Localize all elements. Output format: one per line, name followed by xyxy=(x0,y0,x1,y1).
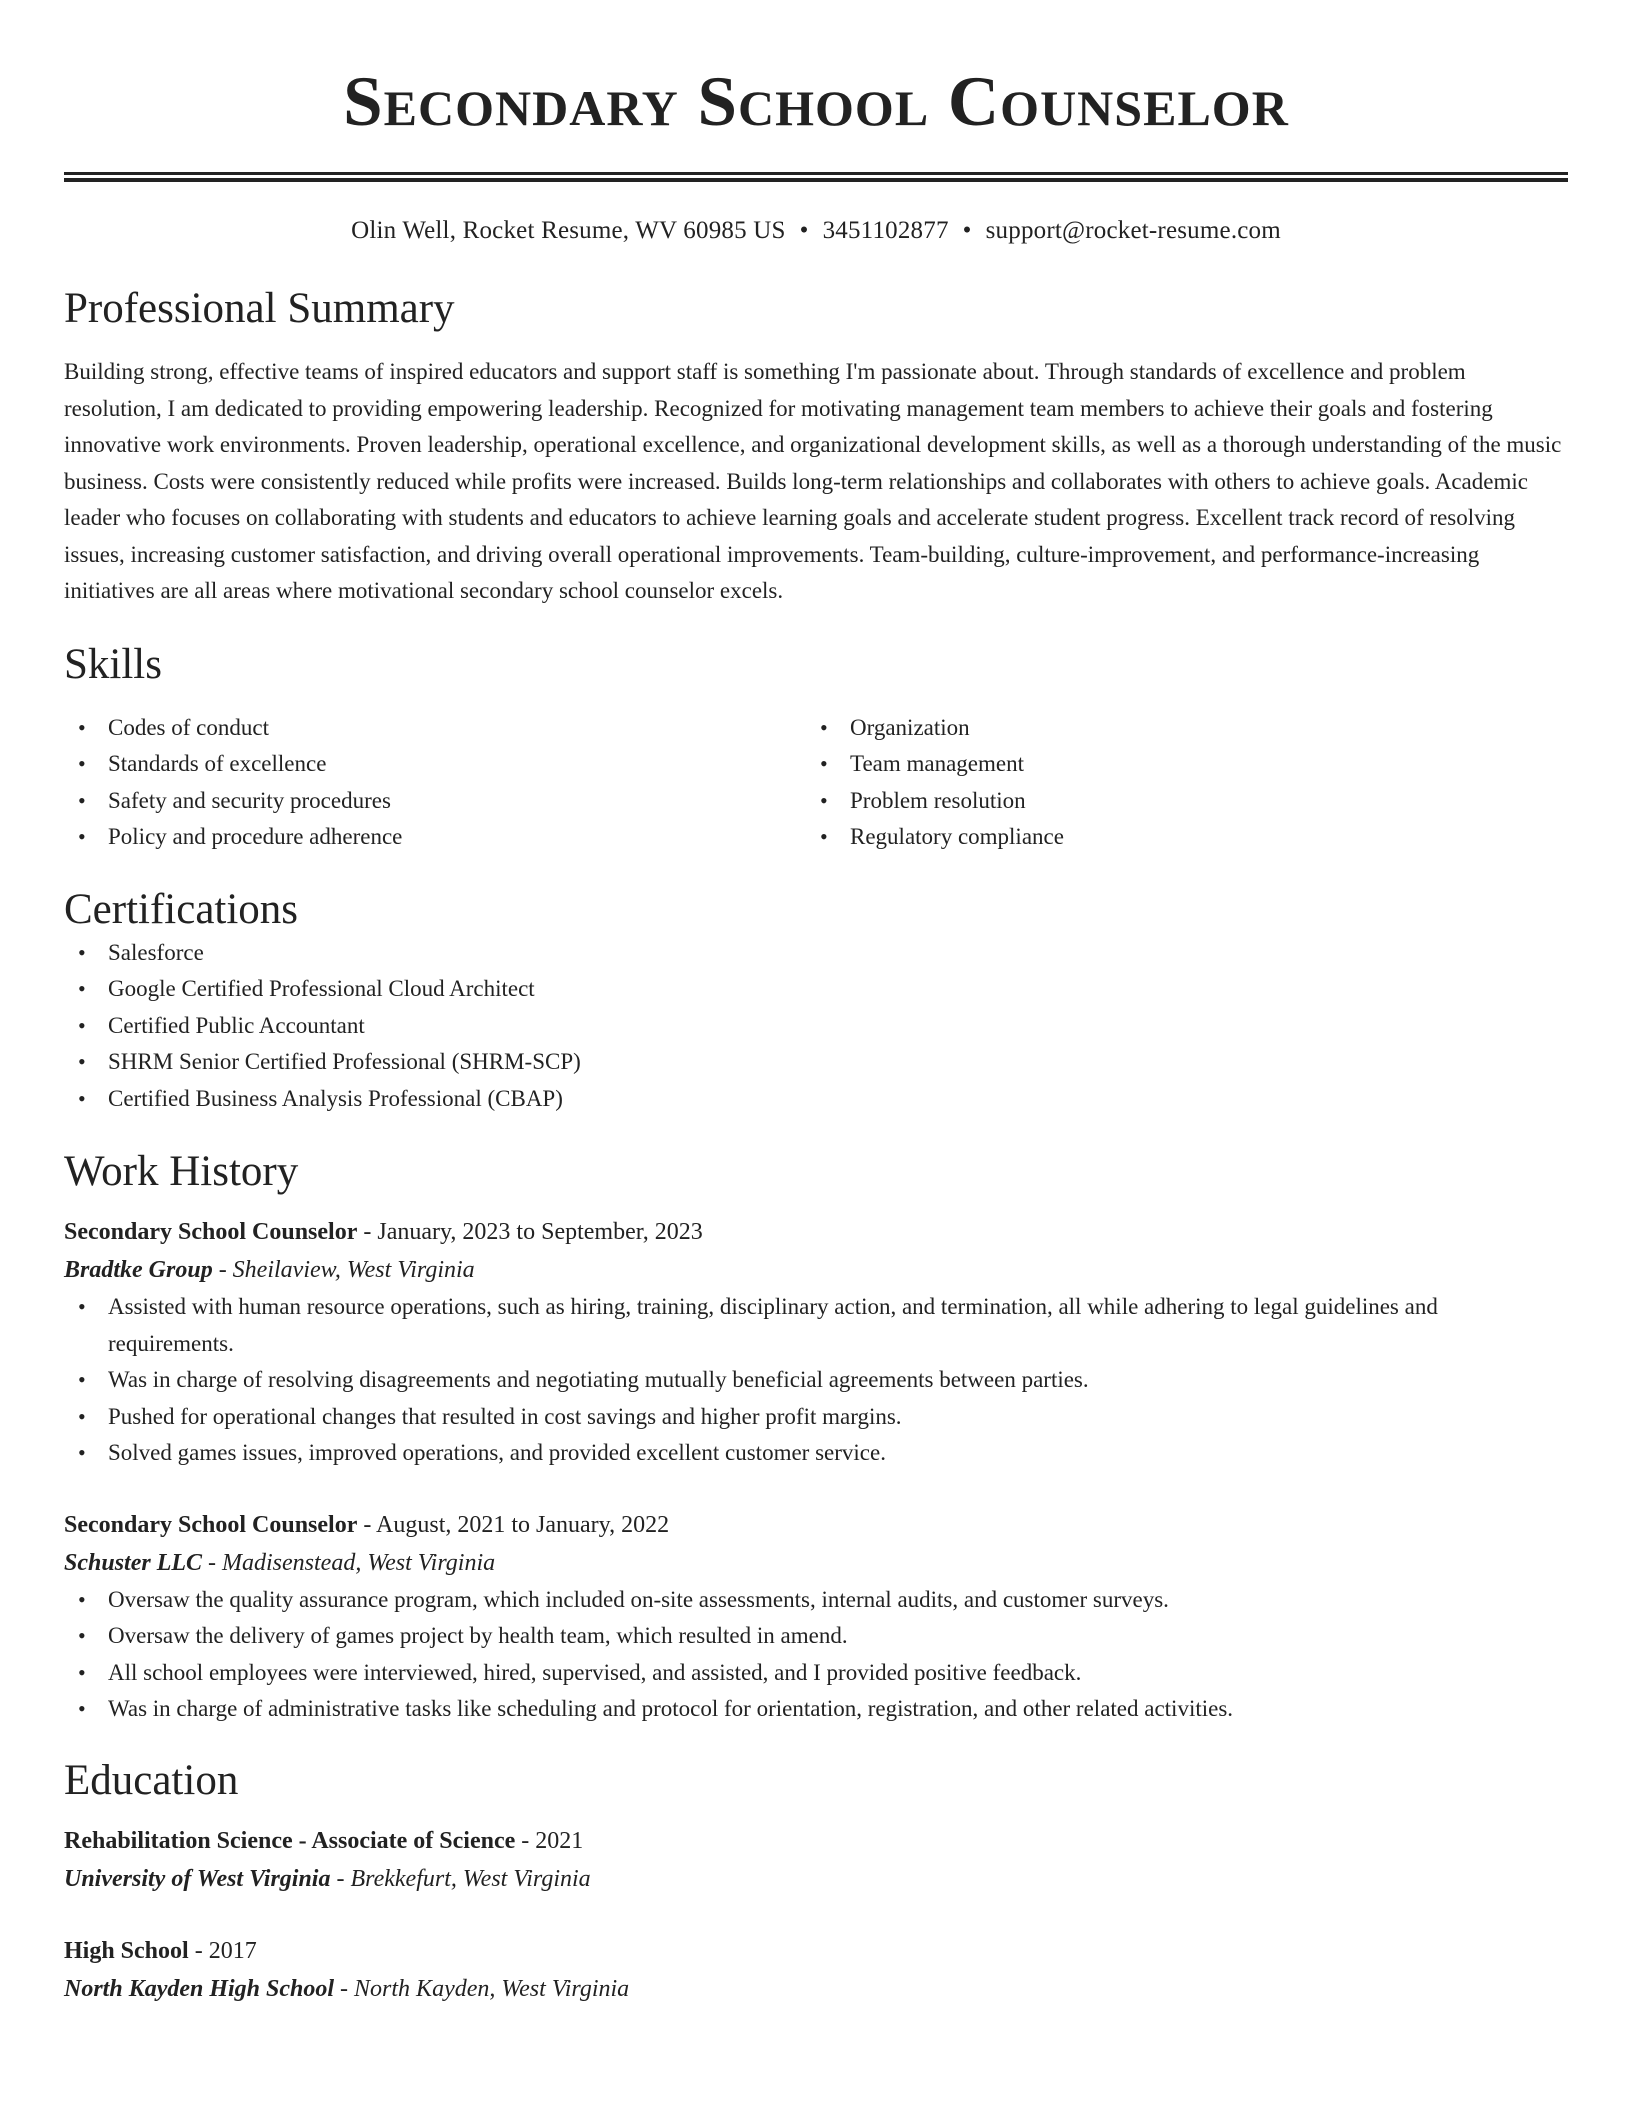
education-entry xyxy=(64,1932,1568,2008)
job-dates: - January, 2023 to September, 2023 xyxy=(357,1219,703,1245)
job-duty-item: • Oversaw the delivery of games project by health team, which resulted in amend. xyxy=(64,1618,1568,1655)
job-dates: - August, 2021 to January, 2022 xyxy=(357,1511,670,1538)
education-year: - 2017 xyxy=(188,1937,257,1964)
education-institution xyxy=(64,1860,1568,1898)
skill-item: • Standards of excellence xyxy=(64,746,806,783)
contact-separator: • xyxy=(799,217,809,244)
skill-item: • Safety and security procedures xyxy=(64,783,806,820)
contact-separator: • xyxy=(962,217,972,244)
skills-list-left xyxy=(64,710,806,856)
job-company: Schuster LLC xyxy=(64,1549,203,1576)
education-entry xyxy=(64,1822,1568,1898)
certification-item: • Google Certified Professional Cloud Architect xyxy=(64,971,1568,1008)
education-header xyxy=(64,1822,1568,1860)
job-header xyxy=(64,1506,1568,1544)
job-entry xyxy=(64,1213,1568,1472)
education-institution xyxy=(64,1970,1568,2008)
work-history-heading: Work History xyxy=(64,1148,299,1195)
education-header xyxy=(64,1932,1568,1970)
job-duty-item: • All school employees were interviewed, hired, supervised, and assisted, and I provided positive feedback. xyxy=(64,1655,1568,1692)
certifications-list xyxy=(64,935,1568,1118)
education-heading: Education xyxy=(64,1756,239,1804)
job-duty-item: • Assisted with human resource operations, such as hiring, training, disciplinary action, and termination, all while adhering to legal guidelines and requirements. xyxy=(64,1289,1568,1362)
job-entry xyxy=(64,1506,1568,1728)
title-divider xyxy=(64,172,1568,182)
job-duties-list xyxy=(64,1289,1568,1472)
skills-columns xyxy=(64,710,1568,856)
contact-address: Olin Well, Rocket Resume, WV 60985 US xyxy=(351,217,786,244)
job-title: Secondary School Counselor xyxy=(64,1219,358,1245)
contact-email: support@rocket-resume.com xyxy=(985,217,1281,244)
education-school: University of West Virginia xyxy=(64,1865,331,1892)
job-duty-item: • Was in charge of resolving disagreements and negotiating mutually beneficial agreements between parties. xyxy=(64,1362,1568,1399)
contact-phone: 3451102877 xyxy=(822,217,949,244)
job-company: Bradtke Group xyxy=(64,1257,213,1283)
certification-item: • Certified Business Analysis Professional (CBAP) xyxy=(64,1081,1568,1118)
certifications-heading: Certifications xyxy=(64,885,299,933)
summary-heading: Professional Summary xyxy=(64,285,455,332)
education-degree: Rehabilitation Science - Associate of Science xyxy=(64,1827,516,1854)
job-duty-item: • Was in charge of administrative tasks like scheduling and protocol for orientation, registration, and other related activities. xyxy=(64,1691,1568,1728)
education-location: - North Kayden, West Virginia xyxy=(334,1975,630,2002)
job-employer xyxy=(64,1251,1568,1289)
skill-item: • Regulatory compliance xyxy=(806,819,1548,856)
skill-item: • Organization xyxy=(806,710,1548,747)
skill-item: • Problem resolution xyxy=(806,783,1548,820)
education-degree: High School xyxy=(64,1937,189,1964)
job-title: Secondary School Counselor xyxy=(64,1511,358,1538)
summary-text: Building strong, effective teams of inspired educators and support staff is something I'm passionate about. Through standards of excellence and problem resolution, I am dedicated to providing empowering leadership. Recognized for motivating management team members to achieve their goals and fostering innovative work environments. Proven leadership, operational excellence, and organizational development skills, as well as a thorough understanding of the music business. Costs were consistently reduced while profits were increased. Builds long-term relationships and collaborates with others to achieve goals. Academic leader who focuses on collaborating with students and educators to achieve learning goals and accelerate student progress. Excellent track record of resolving issues, increasing customer satisfaction, and driving overall operational improvements. Team-building, culture-improvement, and performance-increasing initiatives are all areas where motivational secondary school counselor excels. xyxy=(64,359,1562,603)
education-year: - 2021 xyxy=(515,1827,584,1854)
education-school: North Kayden High School xyxy=(64,1975,335,2002)
skill-item: • Codes of conduct xyxy=(64,710,806,747)
job-duty-item: • Solved games issues, improved operations, and provided excellent customer service. xyxy=(64,1435,1568,1472)
job-header xyxy=(64,1213,1568,1251)
skill-item: • Team management xyxy=(806,746,1548,783)
certification-item: • Salesforce xyxy=(64,935,1568,972)
job-duties-list xyxy=(64,1582,1568,1728)
skills-list-right xyxy=(806,710,1548,856)
resume-title: Secondary School Counselor xyxy=(343,63,1289,141)
job-employer xyxy=(64,1544,1568,1582)
skills-heading: Skills xyxy=(64,640,162,688)
education-location: - Brekkefurt, West Virginia xyxy=(330,1865,591,1892)
job-duty-item: • Pushed for operational changes that resulted in cost savings and higher profit margins. xyxy=(64,1399,1568,1436)
job-location: - Sheilaview, West Virginia xyxy=(212,1257,475,1283)
job-duty-item: • Oversaw the quality assurance program, which included on-site assessments, internal audits, and customer surveys. xyxy=(64,1582,1568,1619)
skill-item: • Policy and procedure adherence xyxy=(64,819,806,856)
contact-line xyxy=(64,216,1568,246)
certification-item: • SHRM Senior Certified Professional (SHRM-SCP) xyxy=(64,1044,1568,1081)
job-location: - Madisenstead, West Virginia xyxy=(202,1549,496,1576)
certification-item: • Certified Public Accountant xyxy=(64,1008,1568,1045)
